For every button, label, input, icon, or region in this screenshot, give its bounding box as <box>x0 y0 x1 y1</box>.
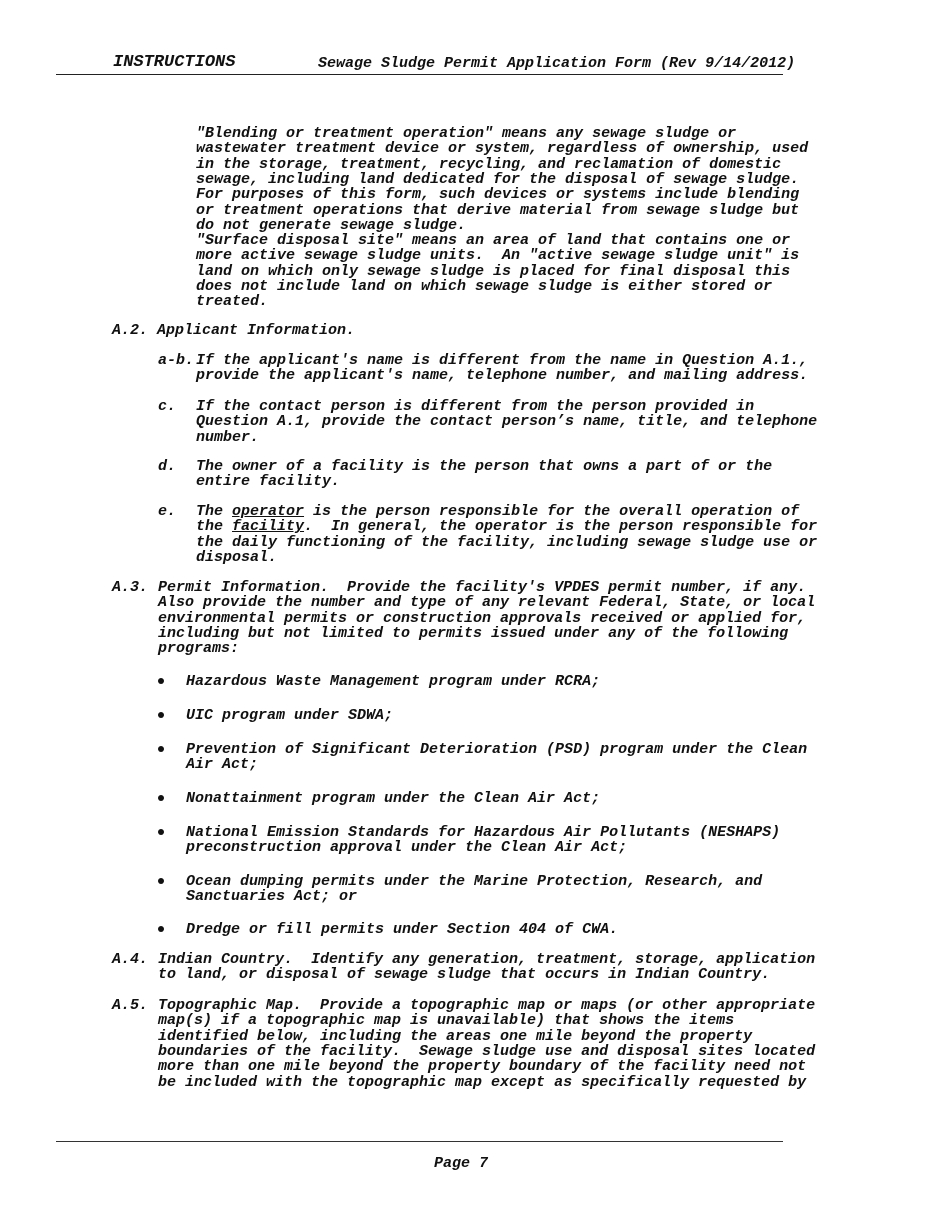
item-e-text: the facility. In general, the operator is the person responsible for <box>196 518 818 536</box>
bullet-item-text: Air Act; <box>186 756 259 774</box>
item-e-text: disposal. <box>196 548 278 566</box>
header-form-title: Sewage Sludge Permit Application Form (Rev 9/14/2012) <box>318 55 796 72</box>
bullet-icon <box>158 926 164 932</box>
section-a4-text: to land, or disposal of sewage sludge that occurs in Indian Country. <box>158 966 771 984</box>
item-label-ab: a-b. <box>158 352 195 369</box>
section-a3-label: A.3. <box>112 579 149 596</box>
definition-blending-line: in the storage, treatment, recycling, and reclamation of domestic <box>196 155 782 173</box>
item-d-text: entire facility. <box>196 473 341 491</box>
section-a4-text: Indian Country. Identify any generation, treatment, storage, application <box>158 951 816 968</box>
bullet-item-text: Sanctuaries Act; or <box>186 888 358 906</box>
header-section-title: INSTRUCTIONS <box>113 53 236 72</box>
item-c-text: If the contact person is different from the person provided in <box>196 398 755 415</box>
bullet-item-text: Hazardous Waste Management program under RCRA; <box>186 673 601 690</box>
section-a5-text: Topographic Map. Provide a topographic map or maps (or other appropriate <box>158 997 816 1014</box>
item-e-text: The operator is the person responsible for the overall operation of <box>196 503 800 520</box>
section-a3-text: including but not limited to permits issued under any of the following <box>158 624 789 642</box>
section-a4-label: A.4. <box>112 951 149 968</box>
bullet-item-text: Ocean dumping permits under the Marine Protection, Research, and <box>186 873 763 890</box>
section-a5-text: boundaries of the facility. Sewage sludge use and disposal sites located <box>158 1042 816 1060</box>
operator-term: operator <box>232 503 305 520</box>
item-ab-text: provide the applicant's name, telephone number, and mailing address. <box>196 367 809 385</box>
section-a2-heading: A.2. Applicant Information. <box>112 322 356 339</box>
item-c-text: number. <box>196 428 260 446</box>
bullet-icon <box>158 878 164 884</box>
item-label-e: e. <box>158 503 177 520</box>
item-c-text: Question A.1, provide the contact person’s name, title, and telephone <box>196 413 818 431</box>
section-a5-text: identified below, including the areas one mile beyond the property <box>158 1027 753 1045</box>
header-rule <box>56 74 783 75</box>
definition-surface-line: "Surface disposal site" means an area of land that contains one or <box>196 232 791 249</box>
definition-blending-line: or treatment operations that derive material from sewage sludge but <box>196 201 800 219</box>
bullet-icon <box>158 746 164 752</box>
item-label-c: c. <box>158 398 177 415</box>
bullet-item-text: preconstruction approval under the Clean Air Act; <box>186 839 628 857</box>
bullet-icon <box>158 795 164 801</box>
page-header <box>113 53 796 72</box>
bullet-icon <box>158 829 164 835</box>
section-a5-label: A.5. <box>112 997 149 1014</box>
item-ab-text: If the applicant's name is different from the name in Question A.1., <box>196 352 809 369</box>
section-a3-text: environmental permits or construction approvals received or applied for, <box>158 609 807 627</box>
definition-blending-line: For purposes of this form, such devices or systems include blending <box>196 186 800 204</box>
bullet-item-text: National Emission Standards for Hazardous Air Pollutants (NESHAPS) <box>186 824 781 841</box>
section-a5-text: more than one mile beyond the property boundary of the facility need not <box>158 1058 807 1076</box>
definition-surface-line: more active sewage sludge units. An "active sewage sludge unit" is <box>196 247 800 265</box>
definition-blending-line: do not generate sewage sludge. <box>196 216 467 234</box>
section-a3-text: Also provide the number and type of any relevant Federal, State, or local <box>158 594 816 612</box>
item-e-text: the daily functioning of the facility, including sewage sludge use or <box>196 533 818 551</box>
bullet-icon <box>158 678 164 684</box>
section-a5-text: map(s) if a topographic map is unavailable) that shows the items <box>158 1012 735 1030</box>
footer-rule <box>56 1141 783 1142</box>
definition-surface-line: treated. <box>196 293 269 311</box>
section-a5-text: be included with the topographic map except as specifically requested by <box>158 1073 807 1091</box>
definition-surface-line: does not include land on which sewage sludge is either stored or <box>196 277 773 295</box>
bullet-icon <box>158 712 164 718</box>
definition-surface-line: land on which only sewage sludge is placed for final disposal this <box>196 262 791 280</box>
definition-blending-line: wastewater treatment device or system, regardless of ownership, used <box>196 140 809 158</box>
definition-blending-line: "Blending or treatment operation" means any sewage sludge or <box>196 125 737 142</box>
item-label-d: d. <box>158 458 177 475</box>
definition-blending-line: sewage, including land dedicated for the disposal of sewage sludge. <box>196 170 800 188</box>
section-a3-text: programs: <box>158 640 240 658</box>
item-d-text: The owner of a facility is the person that owns a part of or the <box>196 458 773 475</box>
bullet-item-text: Dredge or fill permits under Section 404 of CWA. <box>186 921 619 938</box>
bullet-item-text: Nonattainment program under the Clean Air Act; <box>186 790 601 807</box>
facility-term: facility <box>232 518 305 536</box>
section-a3-text: Permit Information. Provide the facility's VPDES permit number, if any. <box>158 579 807 596</box>
page-footer <box>0 1155 950 1172</box>
page-number: Page 7 <box>433 1155 488 1172</box>
bullet-item-text: UIC program under SDWA; <box>186 707 394 724</box>
bullet-item-text: Prevention of Significant Deterioration (PSD) program under the Clean <box>186 741 808 758</box>
